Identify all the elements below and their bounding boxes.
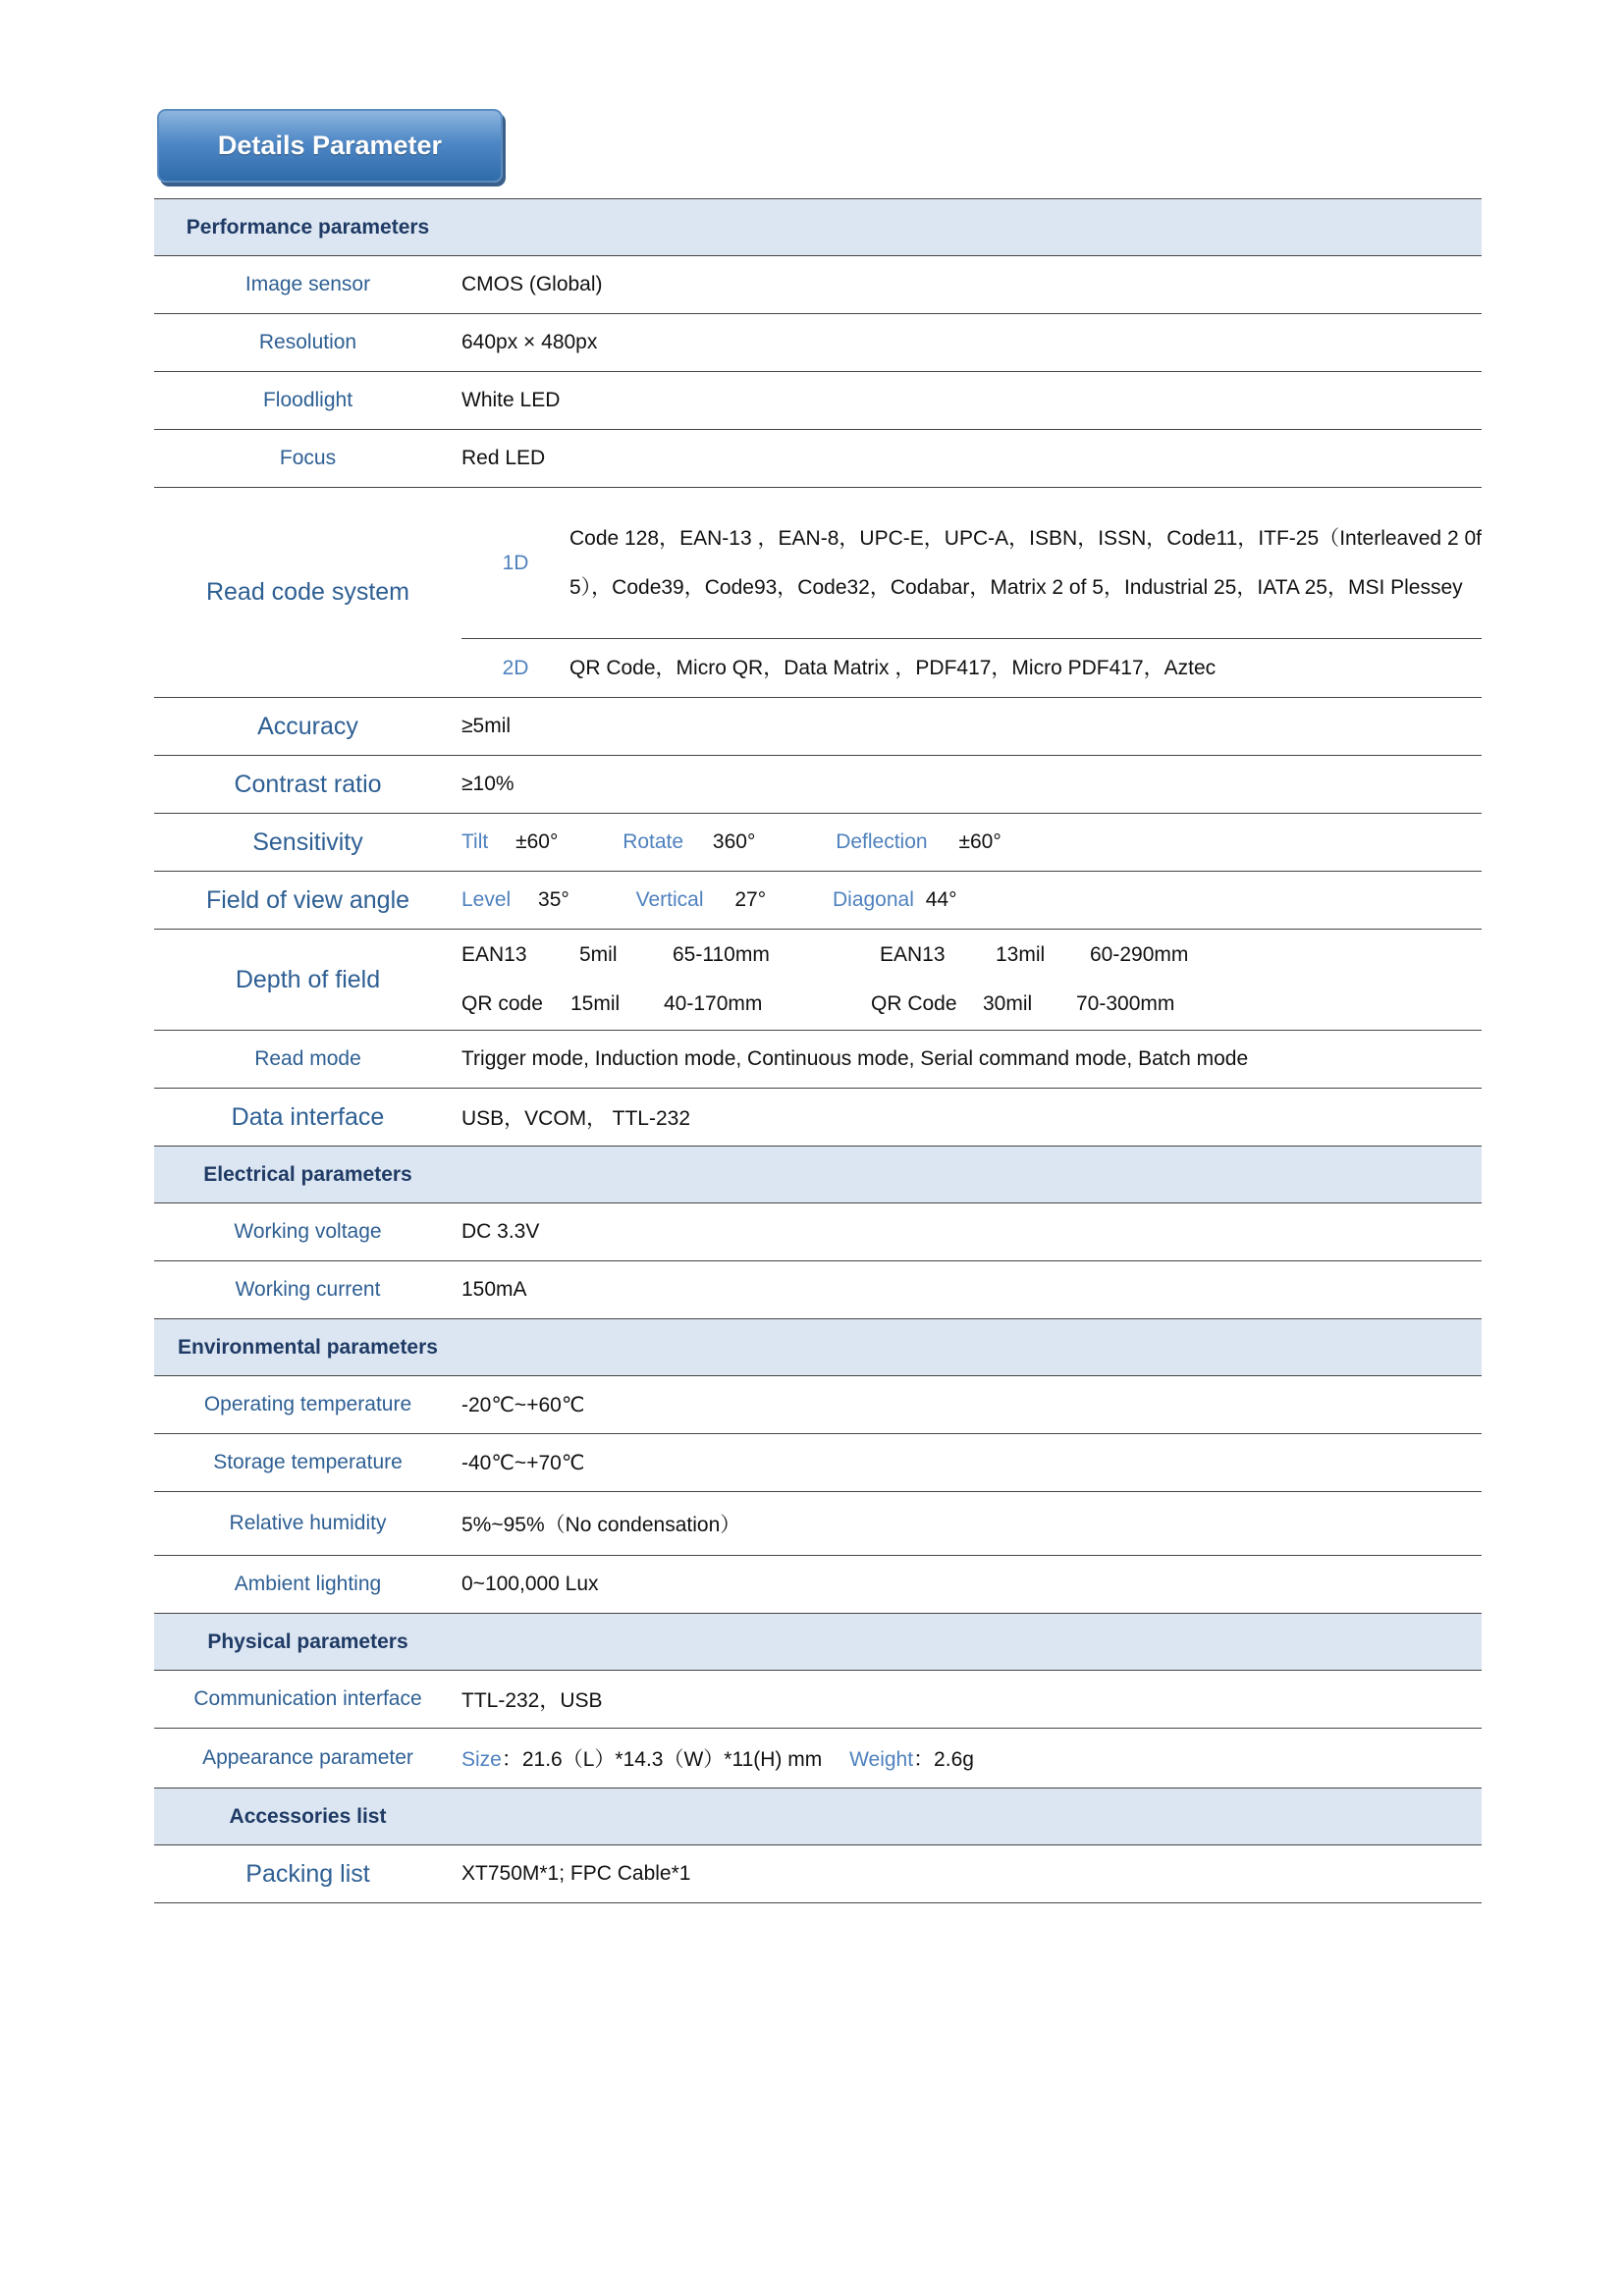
- spec-label: Accuracy: [257, 712, 358, 740]
- spec-value: [461, 1743, 1482, 1773]
- spec-label: Appearance parameter: [202, 1746, 413, 1769]
- dof-resolution: 30mil: [983, 992, 1033, 1015]
- spec-key: Vertical: [635, 888, 704, 911]
- section-header-electrical: [154, 1147, 1482, 1203]
- spec-row-working-voltage: [154, 1203, 1482, 1261]
- spec-row-packing-list: [154, 1845, 1482, 1903]
- spec-label: Floodlight: [262, 389, 353, 411]
- code-list: QR Code，Micro QR，Data Matrix ，PDF417，Micro PDF417，Aztec: [569, 656, 1217, 679]
- spec-label: Ambient lighting: [234, 1573, 382, 1595]
- spec-subvalue: 27°: [734, 888, 767, 911]
- spec-label: Depth of field: [235, 965, 381, 993]
- spec-subvalue: ：21.6（L）*14.3（W）*11(H) mm: [501, 1748, 823, 1771]
- spec-label: Read mode: [254, 1047, 361, 1070]
- spec-subvalue: 44°: [925, 888, 957, 911]
- dof-range: 60-290mm: [1090, 943, 1189, 966]
- spec-table: [154, 198, 1482, 1903]
- spec-value: White LED: [461, 389, 561, 411]
- read-code-subtable: [461, 488, 1482, 697]
- spec-label: Communication interface: [193, 1687, 422, 1710]
- dof-code: QR code: [461, 992, 543, 1015]
- spec-label: Operating temperature: [203, 1393, 412, 1415]
- dof-code: QR Code: [871, 992, 957, 1015]
- spec-row-working-current: [154, 1261, 1482, 1319]
- code-list: Code 128，EAN-13 ，EAN-8，UPC-E，UPC-A，ISBN，ISSN，Code11，ITF-25（Interleaved 2 0f 5），Code39，Code93，Code32，Codabar，Matrix 2 of 5，Industrial 25，IATA 25，MSI Plessey: [569, 526, 1482, 599]
- spec-value: -20℃~+60℃: [461, 1393, 585, 1416]
- spec-row-accuracy: [154, 698, 1482, 756]
- dof-range: 40-170mm: [664, 992, 763, 1015]
- spec-subvalue: ±60°: [958, 830, 1001, 853]
- dof-range: 70-300mm: [1076, 992, 1175, 1015]
- spec-key: Deflection: [836, 830, 928, 853]
- spec-row-data-interface: [154, 1089, 1482, 1147]
- section-title: Electrical parameters: [203, 1162, 412, 1186]
- spec-key: Rotate: [623, 830, 684, 853]
- spec-label: Field of view angle: [205, 885, 410, 914]
- spec-label: Working current: [235, 1278, 381, 1301]
- spec-row-ambient-lighting: [154, 1556, 1482, 1614]
- spec-label: Storage temperature: [213, 1451, 403, 1473]
- dof-line: [461, 931, 1482, 980]
- spec-value: ≥5mil: [461, 715, 512, 737]
- section-header-accessories: [154, 1789, 1482, 1845]
- spec-row-communication-interface: [154, 1671, 1482, 1729]
- read-code-2d-row: [461, 639, 1482, 697]
- section-title: Performance parameters: [186, 215, 430, 239]
- section-title: Physical parameters: [207, 1629, 408, 1653]
- spec-key: Level: [461, 888, 512, 911]
- spec-label: Focus: [279, 447, 337, 469]
- spec-row-floodlight: [154, 372, 1482, 430]
- dof-range: 65-110mm: [673, 943, 770, 966]
- spec-row-read-mode: [154, 1031, 1482, 1089]
- spec-key: Size: [461, 1748, 502, 1771]
- section-title: Accessories list: [229, 1804, 387, 1828]
- spec-label: Read code system: [205, 578, 410, 606]
- spec-value: ≥10%: [461, 773, 514, 795]
- spec-value: Red LED: [461, 447, 546, 469]
- spec-subvalue: ±60°: [515, 830, 559, 853]
- spec-value: 5%~95%（No condensation）: [461, 1514, 741, 1536]
- read-code-1d-row: [461, 488, 1482, 639]
- spec-value: -40℃~+70℃: [461, 1451, 585, 1474]
- spec-value: 0~100,000 Lux: [461, 1573, 599, 1595]
- section-header-environmental: [154, 1319, 1482, 1376]
- spec-row-operating-temperature: [154, 1376, 1482, 1434]
- dof-code: EAN13: [880, 943, 946, 966]
- section-header-performance: [154, 199, 1482, 256]
- spec-value: USB，VCOM， TTL-232: [461, 1107, 690, 1130]
- spec-row-read-code-system: [154, 488, 1482, 698]
- spec-subvalue: 35°: [538, 888, 569, 911]
- spec-key: Diagonal: [832, 888, 914, 911]
- spec-label: Relative humidity: [229, 1512, 387, 1534]
- spec-row-depth-of-field: [154, 930, 1482, 1031]
- spec-row-focus: [154, 430, 1482, 488]
- spec-value: CMOS (Global): [461, 273, 603, 295]
- spec-row-appearance-parameter: [154, 1729, 1482, 1789]
- dof-resolution: 15mil: [570, 992, 621, 1015]
- spec-value: [461, 931, 1482, 1029]
- spec-value: [461, 830, 1482, 854]
- spec-value: [461, 888, 1482, 912]
- spec-row-contrast: [154, 756, 1482, 814]
- spec-label: Resolution: [258, 331, 357, 353]
- section-header-physical: [154, 1614, 1482, 1671]
- spec-row-storage-temperature: [154, 1434, 1482, 1492]
- spec-label: Working voltage: [234, 1220, 382, 1243]
- spec-key: Weight: [849, 1748, 914, 1771]
- code-type-tag: 1D: [502, 551, 529, 574]
- spec-value: TTL-232，USB: [461, 1689, 603, 1712]
- dof-code: EAN13: [461, 943, 527, 966]
- spec-label: Packing list: [245, 1859, 370, 1888]
- page-title: Details Parameter: [157, 109, 503, 183]
- spec-row-image-sensor: [154, 256, 1482, 314]
- spec-key: Tilt: [461, 830, 489, 853]
- spec-label: Image sensor: [244, 273, 371, 295]
- spec-label: Contrast ratio: [234, 770, 382, 798]
- code-type-tag: 2D: [502, 656, 529, 679]
- spec-row-field-of-view: [154, 872, 1482, 930]
- dof-resolution: 13mil: [996, 943, 1046, 966]
- spec-value: 640px × 480px: [461, 331, 598, 353]
- spec-label: Data interface: [231, 1102, 385, 1131]
- dof-line: [461, 980, 1482, 1029]
- spec-subvalue: ：2.6g: [913, 1748, 974, 1771]
- spec-value: 150mA: [461, 1278, 527, 1301]
- spec-value: XT750M*1; FPC Cable*1: [461, 1862, 691, 1885]
- spec-label: Sensitivity: [252, 828, 363, 856]
- spec-row-relative-humidity: [154, 1492, 1482, 1556]
- section-title: Environmental parameters: [178, 1335, 438, 1359]
- spec-value: Trigger mode, Induction mode, Continuous mode, Serial command mode, Batch mode: [461, 1047, 1249, 1070]
- spec-value: DC 3.3V: [461, 1220, 540, 1243]
- spec-subvalue: 360°: [712, 830, 756, 853]
- spec-row-sensitivity: [154, 814, 1482, 872]
- dof-resolution: 5mil: [579, 943, 618, 966]
- spec-row-resolution: [154, 314, 1482, 372]
